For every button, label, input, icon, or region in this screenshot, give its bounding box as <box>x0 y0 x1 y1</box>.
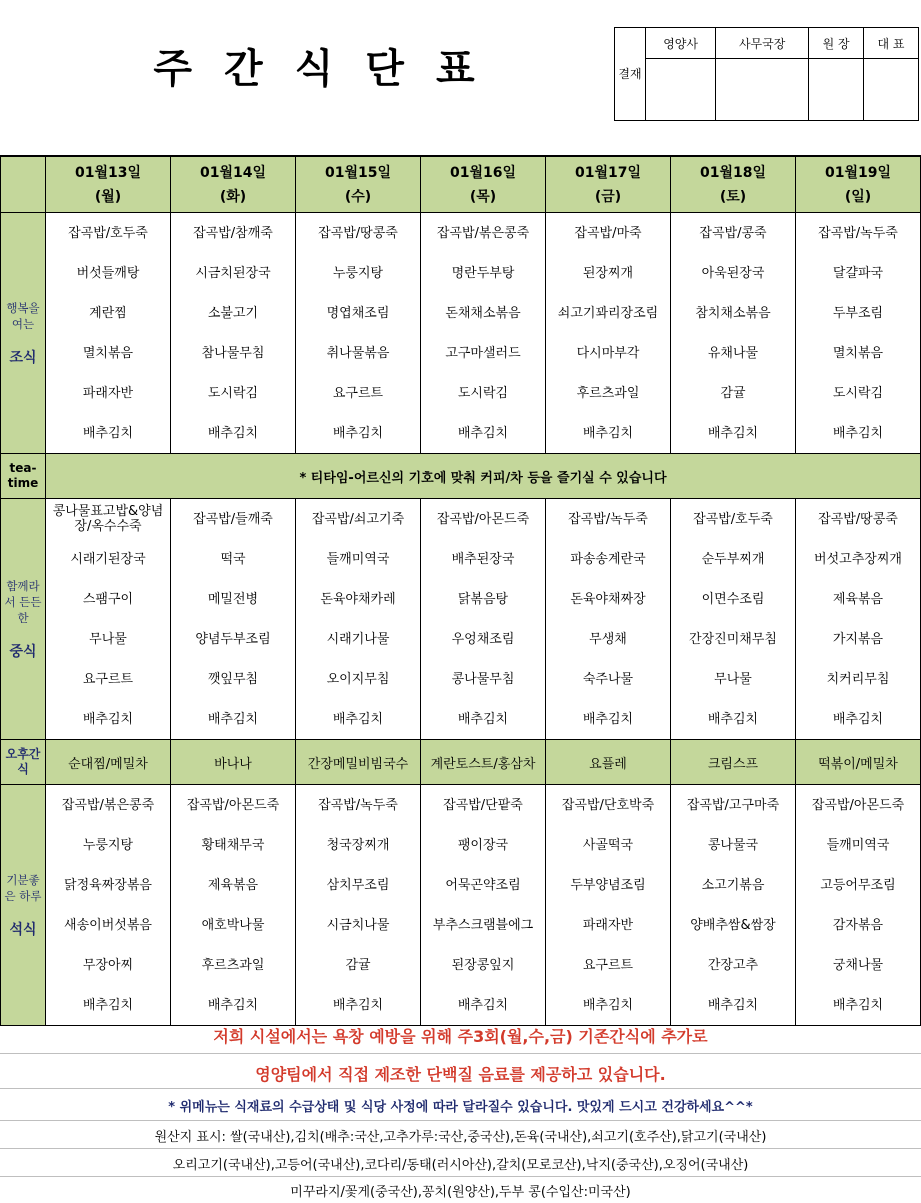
lunch-sub-label: 함께라서 든든한 <box>4 579 42 625</box>
menu-item: 무나물 <box>89 631 127 647</box>
snack-item: 계란토스트/홍삼차 <box>421 740 546 785</box>
menu-item: 유채나물 <box>707 345 759 361</box>
approval-sign-director <box>809 59 864 121</box>
dinner-label-cell <box>1 785 46 1026</box>
menu-item: 간장진미채무침 <box>689 631 777 647</box>
snack-item: 바나나 <box>171 740 296 785</box>
menu-item: 배추김치 <box>832 997 884 1013</box>
breakfast-day-cell <box>671 213 796 454</box>
day-date: 01월19일 <box>824 164 891 181</box>
menu-item: 배추김치 <box>707 711 759 727</box>
approval-header-director: 원 장 <box>809 28 864 59</box>
day-weekday: (수) <box>344 188 372 205</box>
menu-item: 소불고기 <box>207 305 259 321</box>
approval-sign-office-director <box>716 59 809 121</box>
approval-side-label: 결재 <box>615 28 646 121</box>
menu-item: 시금치된장국 <box>195 265 271 281</box>
menu-item: 감자볶음 <box>832 917 884 933</box>
dinner-day-cell <box>46 785 171 1026</box>
menu-item: 파송송계란국 <box>570 551 646 567</box>
menu-item: 누룽지탕 <box>332 265 384 281</box>
menu-item: 고등어무조림 <box>820 877 896 893</box>
menu-item: 잡곡밥/아몬드죽 <box>436 511 530 527</box>
menu-item: 콩나물무침 <box>451 671 515 687</box>
menu-item: 참치채소볶음 <box>695 305 771 321</box>
approval-sign-ceo <box>864 59 919 121</box>
menu-item: 시래기나물 <box>326 631 390 647</box>
day-header-row <box>1 156 921 213</box>
menu-item: 청국장찌개 <box>326 837 390 853</box>
menu-item: 이면수조림 <box>701 591 765 607</box>
menu-item: 무장아찌 <box>82 957 134 973</box>
dinner-day-cell <box>671 785 796 1026</box>
menu-item: 돈육야채카레 <box>320 591 396 607</box>
menu-item: 쇠고기꽈리장조림 <box>557 305 659 321</box>
lunch-day-cell <box>796 499 921 740</box>
menu-item: 배추김치 <box>207 997 259 1013</box>
menu-item: 콩나물국 <box>707 837 759 853</box>
menu-item: 잡곡밥/볶은콩죽 <box>436 225 530 241</box>
menu-item: 잡곡밥/고구마죽 <box>686 797 780 813</box>
approval-header-nutritionist: 영양사 <box>646 28 716 59</box>
menu-item: 누룽지탕 <box>82 837 134 853</box>
weekly-menu-table <box>0 155 921 1026</box>
menu-item: 계란찜 <box>89 305 127 321</box>
menu-item: 취나물볶음 <box>326 345 390 361</box>
menu-item: 배추김치 <box>207 711 259 727</box>
menu-item: 소고기볶음 <box>701 877 765 893</box>
breakfast-label-cell <box>1 213 46 454</box>
lunch-day-cell <box>421 499 546 740</box>
day-header <box>46 156 171 213</box>
menu-item: 들깨미역국 <box>826 837 890 853</box>
snack-item: 크림스프 <box>671 740 796 785</box>
origin-line-1: 원산지 표시: 쌀(국내산),김치(배추:국산,고추가루:국산,중국산),돈육(국내산),쇠고기(호주산),닭고기(국내산) <box>154 1130 767 1145</box>
day-date: 01월14일 <box>199 164 266 181</box>
menu-item: 잡곡밥/녹두죽 <box>818 225 898 241</box>
breakfast-label: 조식 <box>9 350 37 366</box>
dinner-day-cell <box>796 785 921 1026</box>
menu-item: 무나물 <box>714 671 752 687</box>
menu-item: 잡곡밥/호두죽 <box>693 511 773 527</box>
approval-sign-nutritionist <box>646 59 716 121</box>
menu-item: 배추김치 <box>582 997 634 1013</box>
snack-item: 요플레 <box>546 740 671 785</box>
snack-row <box>1 740 921 785</box>
menu-item: 잡곡밥/아몬드죽 <box>186 797 280 813</box>
menu-item: 들깨미역국 <box>326 551 390 567</box>
menu-item: 배추김치 <box>82 711 134 727</box>
lunch-row <box>1 499 921 740</box>
menu-item: 된장콩잎지 <box>451 957 515 973</box>
menu-item: 돈채채소볶음 <box>445 305 521 321</box>
menu-item: 잡곡밥/볶은콩죽 <box>61 797 155 813</box>
day-header <box>546 156 671 213</box>
menu-item: 메밀전병 <box>207 591 259 607</box>
menu-item: 아욱된장국 <box>701 265 765 281</box>
menu-item: 배추김치 <box>457 425 509 441</box>
lunch-day-cell <box>546 499 671 740</box>
protein-notice-line-1: 저희 시설에서는 욕창 예방을 위해 주3회(월,수,금) 기존간식에 추가로 <box>213 1027 708 1046</box>
menu-item: 배추김치 <box>82 997 134 1013</box>
menu-item: 삼치무조림 <box>326 877 390 893</box>
tea-time-row <box>1 454 921 499</box>
menu-item: 시래기된장국 <box>70 551 146 567</box>
menu-item: 치커리무침 <box>826 671 890 687</box>
day-weekday: (금) <box>594 188 622 205</box>
snack-label: 오후간식 <box>1 740 46 785</box>
menu-item: 제육볶음 <box>832 591 884 607</box>
lunch-day-cell <box>296 499 421 740</box>
dinner-sub-label: 기분좋은 하루 <box>4 873 42 903</box>
menu-item: 잡곡밥/콩죽 <box>699 225 767 241</box>
menu-item: 궁채나물 <box>832 957 884 973</box>
menu-item: 두부양념조림 <box>570 877 646 893</box>
dinner-label: 석식 <box>9 922 37 938</box>
menu-item: 배추김치 <box>457 997 509 1013</box>
lunch-day-cell <box>671 499 796 740</box>
menu-item: 잡곡밥/참깨죽 <box>193 225 273 241</box>
menu-item: 부추스크램블에그 <box>432 917 534 933</box>
menu-item: 잡곡밥/땅콩죽 <box>818 511 898 527</box>
menu-item: 스팸구이 <box>82 591 134 607</box>
menu-item: 파래자반 <box>582 917 634 933</box>
dinner-day-cell <box>546 785 671 1026</box>
menu-item: 오이지무침 <box>326 671 390 687</box>
lunch-day-cell <box>46 499 171 740</box>
menu-item: 참나물무침 <box>201 345 265 361</box>
menu-item: 배추김치 <box>707 997 759 1013</box>
approval-box <box>614 27 919 121</box>
menu-item: 사골떡국 <box>582 837 634 853</box>
menu-item: 닭정육짜장볶음 <box>64 877 152 893</box>
menu-item: 배추된장국 <box>451 551 515 567</box>
day-header <box>296 156 421 213</box>
menu-item: 명엽채조림 <box>326 305 390 321</box>
menu-item: 명란두부탕 <box>451 265 515 281</box>
menu-item: 버섯들깨탕 <box>76 265 140 281</box>
menu-item: 다시마부각 <box>576 345 640 361</box>
day-date: 01월17일 <box>574 164 641 181</box>
menu-item: 우엉채조림 <box>451 631 515 647</box>
menu-item: 잡곡밥/호두죽 <box>68 225 148 241</box>
menu-item: 떡국 <box>220 551 246 567</box>
menu-item: 고구마샐러드 <box>445 345 521 361</box>
day-date: 01월13일 <box>74 164 141 181</box>
menu-item: 요구르트 <box>82 671 134 687</box>
tea-time-label: tea-time <box>1 454 46 499</box>
menu-item: 버섯고추장찌개 <box>814 551 902 567</box>
menu-item: 잡곡밥/녹두죽 <box>318 797 398 813</box>
day-header <box>421 156 546 213</box>
menu-item: 양배추쌈&쌈장 <box>690 917 776 933</box>
menu-item: 배추김치 <box>82 425 134 441</box>
protein-notice-line-2: 영양팀에서 직접 제조한 단백질 음료를 제공하고 있습니다. <box>255 1065 666 1084</box>
snack-item: 순대찜/메밀차 <box>46 740 171 785</box>
menu-item: 된장찌개 <box>582 265 634 281</box>
menu-item: 간장고추 <box>707 957 759 973</box>
breakfast-day-cell <box>796 213 921 454</box>
menu-item: 새송이버섯볶음 <box>64 917 152 933</box>
menu-item: 돈육야채짜장 <box>570 591 646 607</box>
menu-item: 두부조림 <box>832 305 884 321</box>
menu-item: 요구르트 <box>582 957 634 973</box>
menu-item: 감귤 <box>345 957 371 973</box>
menu-item: 감귤 <box>720 385 746 401</box>
tea-time-text: * 티타임-어르신의 기호에 맞춰 커피/차 등을 즐기실 수 있습니다 <box>46 454 921 499</box>
approval-header-ceo: 대 표 <box>864 28 919 59</box>
menu-item: 잡곡밥/아몬드죽 <box>811 797 905 813</box>
menu-item: 배추김치 <box>832 711 884 727</box>
menu-item: 배추김치 <box>332 711 384 727</box>
menu-item: 깻잎무침 <box>207 671 259 687</box>
breakfast-day-cell <box>421 213 546 454</box>
menu-item: 잡곡밥/단호박죽 <box>561 797 655 813</box>
menu-item: 숙주나물 <box>582 671 634 687</box>
day-date: 01월18일 <box>699 164 766 181</box>
approval-header-office-director: 사무국장 <box>716 28 809 59</box>
menu-item: 순두부찌개 <box>701 551 765 567</box>
lunch-day-cell <box>171 499 296 740</box>
day-weekday: (일) <box>844 188 872 205</box>
lunch-label-cell <box>1 499 46 740</box>
day-header <box>671 156 796 213</box>
breakfast-day-cell <box>296 213 421 454</box>
menu-item: 배추김치 <box>582 425 634 441</box>
dinner-row <box>1 785 921 1026</box>
menu-item: 달걀파국 <box>832 265 884 281</box>
menu-item: 요구르트 <box>332 385 384 401</box>
snack-item: 떡볶이/메밀차 <box>796 740 921 785</box>
breakfast-day-cell <box>546 213 671 454</box>
menu-item: 잡곡밥/마죽 <box>574 225 642 241</box>
day-weekday: (목) <box>469 188 497 205</box>
day-weekday: (월) <box>94 188 122 205</box>
menu-item: 잡곡밥/녹두죽 <box>568 511 648 527</box>
day-weekday: (화) <box>219 188 247 205</box>
breakfast-day-cell <box>46 213 171 454</box>
menu-item: 배추김치 <box>832 425 884 441</box>
day-date: 01월16일 <box>449 164 516 181</box>
breakfast-day-cell <box>171 213 296 454</box>
menu-item: 멸치볶음 <box>82 345 134 361</box>
dinner-day-cell <box>171 785 296 1026</box>
menu-change-note: * 위메뉴는 식재료의 수급상태 및 식당 사정에 따라 달라질수 있습니다. 맛있게 드시고 건강하세요^^* <box>168 1100 753 1115</box>
menu-item: 배추김치 <box>332 997 384 1013</box>
day-header <box>171 156 296 213</box>
menu-item: 잡곡밥/단팥죽 <box>443 797 523 813</box>
menu-item: 배추김치 <box>207 425 259 441</box>
day-header <box>796 156 921 213</box>
menu-item: 팽이장국 <box>457 837 509 853</box>
day-weekday: (토) <box>719 188 747 205</box>
menu-item: 배추김치 <box>707 425 759 441</box>
menu-item: 제육볶음 <box>207 877 259 893</box>
menu-item: 콩나물표고밥&양념장/옥수수죽 <box>52 504 164 534</box>
breakfast-sub-label: 행복을 여는 <box>6 301 40 331</box>
menu-item: 배추김치 <box>332 425 384 441</box>
menu-item: 무생채 <box>589 631 627 647</box>
origin-line-2: 오리고기(국내산),고등어(국내산),코다리/동태(러시아산),갈치(모로코산),낙지(중국산),오징어(국내산) <box>172 1158 749 1173</box>
menu-item: 잡곡밥/들깨죽 <box>193 511 273 527</box>
menu-item: 황태채무국 <box>201 837 265 853</box>
menu-item: 도시락김 <box>207 385 259 401</box>
lunch-label: 중식 <box>9 644 37 660</box>
corner-cell <box>1 156 46 213</box>
menu-item: 배추김치 <box>457 711 509 727</box>
breakfast-row <box>1 213 921 454</box>
dinner-day-cell <box>421 785 546 1026</box>
menu-item: 후르츠과일 <box>576 385 640 401</box>
menu-item: 파래자반 <box>82 385 134 401</box>
menu-item: 잡곡밥/땅콩죽 <box>318 225 398 241</box>
menu-item: 가지볶음 <box>832 631 884 647</box>
menu-item: 도시락김 <box>832 385 884 401</box>
menu-item: 도시락김 <box>457 385 509 401</box>
menu-item: 잡곡밥/쇠고기죽 <box>311 511 405 527</box>
menu-item: 애호박나물 <box>201 917 265 933</box>
origin-line-3: 미꾸라지/꽃게(중국산),꽁치(원양산),두부 콩(수입산:미국산) <box>290 1185 631 1200</box>
dinner-day-cell <box>296 785 421 1026</box>
menu-item: 후르츠과일 <box>201 957 265 973</box>
menu-item: 멸치볶음 <box>832 345 884 361</box>
menu-item: 배추김치 <box>582 711 634 727</box>
menu-item: 어묵곤약조림 <box>445 877 521 893</box>
page-title: 주간식단표 <box>153 45 507 92</box>
day-date: 01월15일 <box>324 164 391 181</box>
menu-item: 닭볶음탕 <box>457 591 509 607</box>
menu-item: 양념두부조림 <box>195 631 271 647</box>
menu-item: 시금치나물 <box>326 917 390 933</box>
snack-item: 간장메밀비빔국수 <box>296 740 421 785</box>
